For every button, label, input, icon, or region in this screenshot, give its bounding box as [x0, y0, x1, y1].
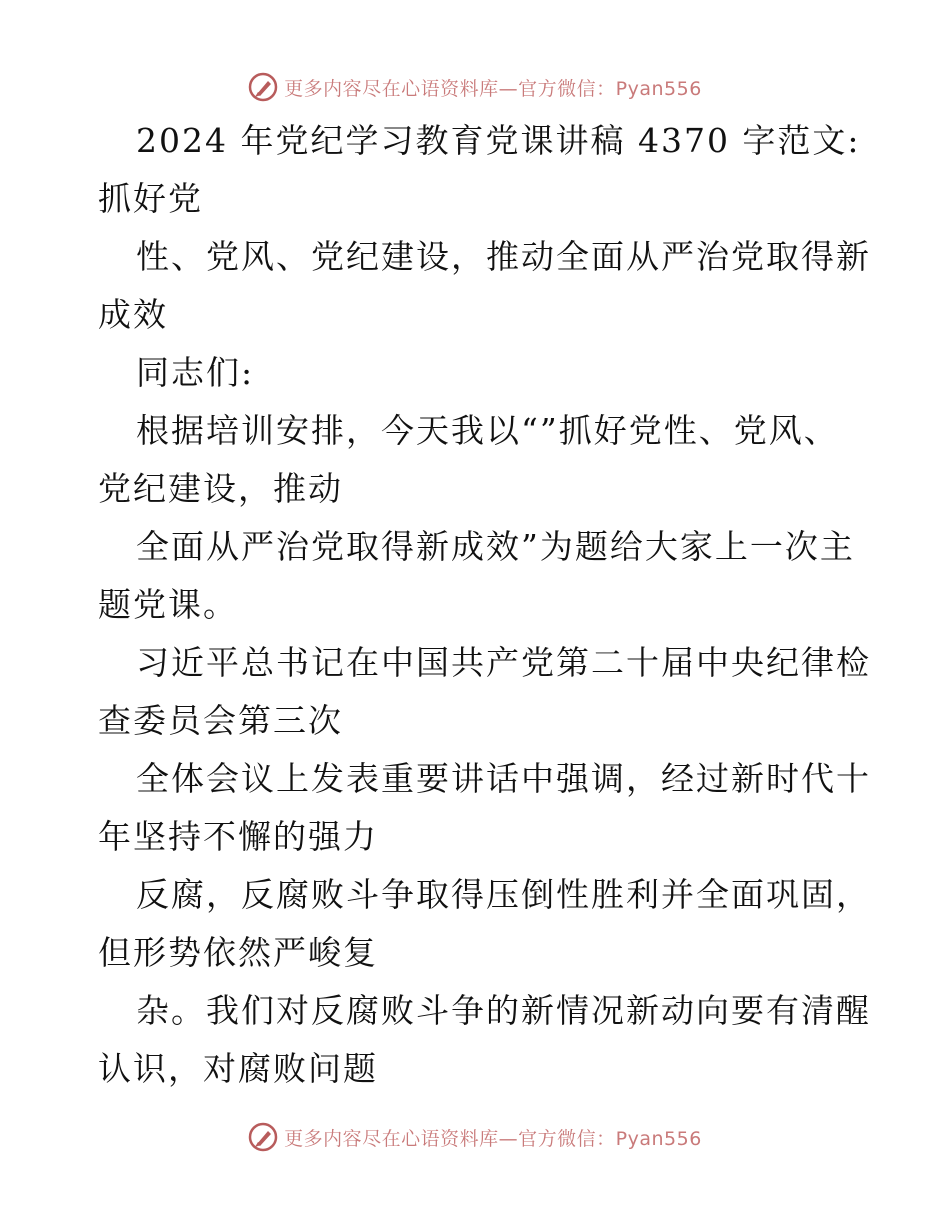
text-line: 成效 — [98, 295, 168, 334]
text-line: 根据培训安排，今天我以“”抓好党性、党风、 — [136, 411, 839, 450]
footer-watermark — [0, 1122, 950, 1152]
watermark-text: 更多内容尽在心语资料库—官方微信：Pyan556 — [284, 1127, 702, 1150]
text-line: 年坚持不懈的强力 — [98, 817, 378, 856]
text-line: 反腐，反腐败斗争取得压倒性胜利并全面巩固， — [136, 875, 871, 914]
text-line: 认识，对腐败问题 — [98, 1049, 378, 1088]
watermark-text: 更多内容尽在心语资料库—官方微信：Pyan556 — [284, 77, 702, 100]
text-line: 同志们: — [136, 353, 255, 392]
document-body — [98, 121, 871, 1110]
pen-logo-icon — [248, 1122, 278, 1152]
text-line: 习近平总书记在中国共产党第二十届中央纪律检 — [136, 643, 871, 682]
text-line: 题党课。 — [98, 585, 238, 624]
header-watermark — [0, 72, 950, 102]
text-line: 但形势依然严峻复 — [98, 933, 378, 972]
text-line: 全体会议上发表重要讲话中强调，经过新时代十 — [136, 759, 871, 798]
text-line: 抓好党 — [98, 179, 203, 218]
text-line: 性、党风、党纪建设，推动全面从严治党取得新 — [136, 237, 871, 276]
text-line: 杂。我们对反腐败斗争的新情况新动向要有清醒 — [136, 991, 871, 1030]
text-line: 2024 年党纪学习教育党课讲稿 4370 字范文: — [136, 121, 861, 160]
text-line: 查委员会第三次 — [98, 701, 343, 740]
text-line: 党纪建设，推动 — [98, 469, 343, 508]
pen-logo-icon — [248, 72, 278, 102]
text-line: 全面从严治党取得新成效”为题给大家上一次主 — [136, 527, 855, 566]
